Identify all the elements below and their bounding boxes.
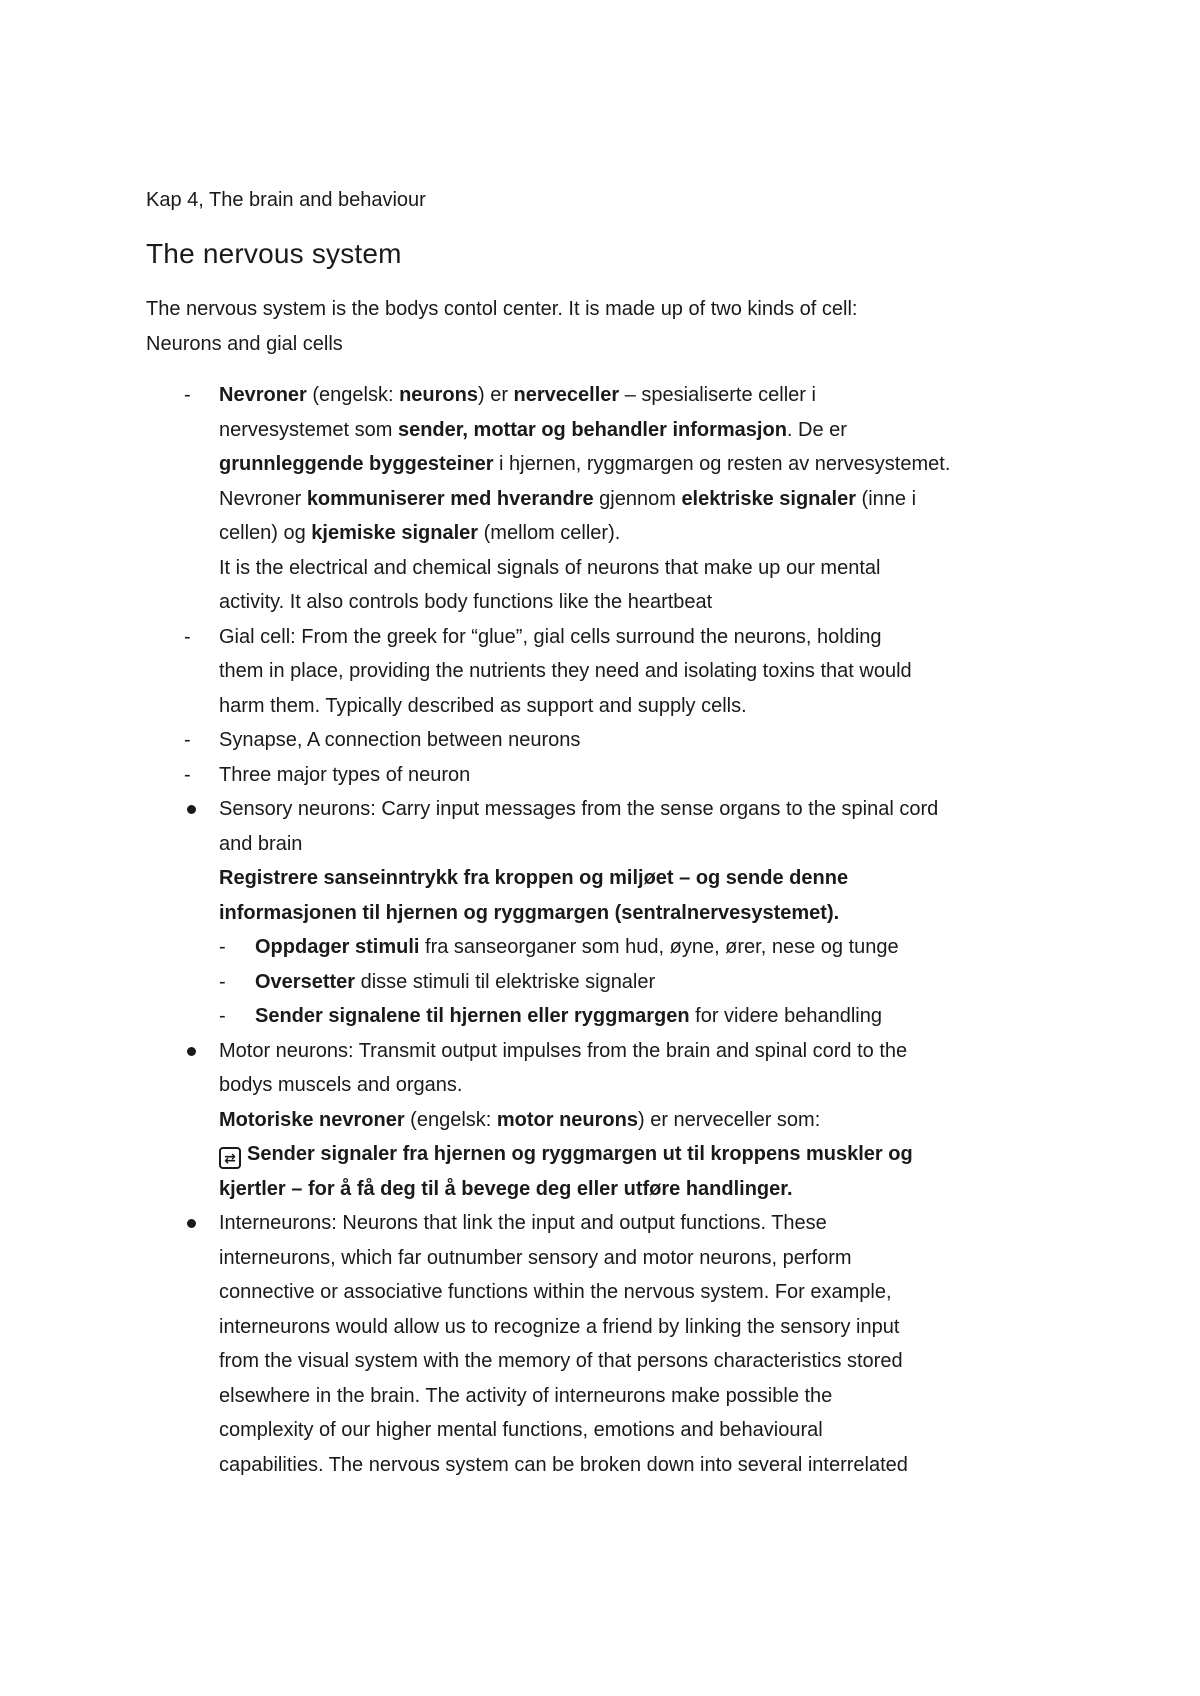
dash-marker: - <box>219 1005 226 1027</box>
bold-term: Nevroner <box>219 384 307 406</box>
text: (mellom celler). <box>478 522 621 544</box>
list-item-gial-cell <box>146 620 1080 724</box>
sub-item <box>146 965 1080 1000</box>
bold-term: Motoriske nevroner <box>219 1108 405 1131</box>
text-line: elsewhere in the brain. The activity of interneurons make possible the <box>219 1384 833 1407</box>
bold-term: grunnleggende byggesteiner <box>219 453 494 475</box>
dash-marker: - <box>184 384 191 406</box>
text: nervesystemet som <box>219 418 398 441</box>
bold-term: motor neurons <box>496 1108 638 1131</box>
text: . De er <box>786 418 847 441</box>
text-line: and brain <box>219 832 303 855</box>
text-line: complexity of our higher mental functions, emotions and behavioural <box>219 1419 823 1441</box>
text-line: activity. It also controls body functions like the heartbeat <box>219 591 713 613</box>
text-line: harm them. Typically described as support and supply cells. <box>219 694 747 717</box>
text-line <box>255 965 1080 1000</box>
bold-term: Oversetter <box>255 970 356 993</box>
bold-term: Oppdager stimuli <box>255 936 420 958</box>
list-item-nevroner <box>146 378 1080 620</box>
dash-marker: - <box>184 763 191 786</box>
chapter-title: Kap 4, The brain and behaviour <box>146 189 426 211</box>
text-line <box>255 930 1080 965</box>
text: Nevroner <box>219 487 307 510</box>
text: i hjernen, ryggmargen og resten av nervesystemet. <box>493 453 951 475</box>
text: for videre behandling <box>689 1005 882 1027</box>
dash-marker: - <box>219 936 226 958</box>
text: – spesialiserte celler i <box>619 384 816 406</box>
bold-term: Sender signalene til hjernen eller ryggmargen <box>255 1005 690 1027</box>
text-line <box>219 447 1080 482</box>
text-line: connective or associative functions within the nervous system. For example, <box>219 1281 892 1303</box>
text-line <box>219 413 1080 448</box>
intro-line: The nervous system is the bodys contol center. It is made up of two kinds of cell: <box>146 298 858 320</box>
arrows-cycle-icon: ⇄ <box>219 1147 241 1169</box>
text: (engelsk: <box>404 1108 497 1131</box>
text: gjennom <box>593 487 682 510</box>
text-line: Motor neurons: Transmit output impulses from the brain and spinal cord to the <box>219 1039 908 1062</box>
text-line: interneurons, which far outnumber sensory and motor neurons, perform <box>219 1246 852 1269</box>
text-line <box>255 999 1080 1034</box>
text-line <box>219 516 1080 551</box>
text-line: It is the electrical and chemical signals of neurons that make up our mental <box>219 556 881 579</box>
bold-line: informasjonen til hjernen og ryggmargen (sentralnervesystemet). <box>219 901 840 924</box>
bold-line: Registrere sanseinntrykk fra kroppen og miljøet – og sende denne <box>219 867 849 889</box>
text: ) er nerveceller som: <box>638 1108 821 1131</box>
text: ) er <box>477 384 514 406</box>
bullet-dot <box>187 1219 196 1228</box>
bold-term: Sender signaler fra hjernen og ryggmargen ut til kroppens muskler og <box>247 1143 913 1165</box>
section-heading: The nervous system <box>146 238 402 269</box>
bold-term: nerveceller <box>513 384 620 406</box>
dash-marker: - <box>184 729 191 751</box>
text: (inne i <box>856 487 917 510</box>
text-line: capabilities. The nervous system can be broken down into several interrelated <box>219 1453 908 1476</box>
bullet-dot <box>187 805 196 814</box>
text-line: bodys muscels and organs. <box>219 1074 463 1096</box>
text-line: Sensory neurons: Carry input messages from the sense organs to the spinal cord <box>219 798 939 820</box>
dash-marker: - <box>219 970 226 993</box>
text-line: from the visual system with the memory of that persons characteristics stored <box>219 1350 903 1372</box>
text: cellen) og <box>219 522 312 544</box>
bold-term: neurons <box>399 384 478 406</box>
sub-item <box>146 999 1080 1034</box>
list-item-sensory-neurons <box>146 792 1080 930</box>
text-line: Synapse, A connection between neurons <box>219 729 581 751</box>
text-line: Three major types of neuron <box>219 763 471 786</box>
intro-line: Neurons and gial cells <box>146 332 343 355</box>
text: disse stimuli til elektriske signaler <box>355 970 656 993</box>
bullet-dot <box>187 1047 196 1056</box>
bold-term: sender, mottar og behandler informasjon <box>397 418 787 441</box>
list-item-neuron-types <box>146 758 1080 793</box>
text: fra sanseorganer som hud, øyne, ører, nese og tunge <box>419 936 899 958</box>
bold-term: kommuniserer med hverandre <box>306 487 594 510</box>
intro-paragraph <box>146 292 1080 361</box>
text-line <box>219 1137 1080 1172</box>
bold-line: kjertler – for å få deg til å bevege deg eller utføre handlinger. <box>219 1177 793 1200</box>
text-line <box>219 378 1080 413</box>
text-line: interneurons would allow us to recognize a friend by linking the sensory input <box>219 1315 900 1338</box>
text-line: them in place, providing the nutrients they need and isolating toxins that would <box>219 660 912 682</box>
list-item-motor-neurons <box>146 1034 1080 1207</box>
list-item-synapse <box>146 723 1080 758</box>
bold-term: kjemiske signaler <box>311 522 479 544</box>
text-line: Gial cell: From the greek for “glue”, gial cells surround the neurons, holding <box>219 625 882 648</box>
bold-term: elektriske signaler <box>681 487 856 510</box>
sub-item <box>146 930 1080 965</box>
text-line: Interneurons: Neurons that link the input and output functions. These <box>219 1212 827 1234</box>
dash-marker: - <box>184 625 191 648</box>
list-item-interneurons <box>146 1206 1080 1482</box>
text-line <box>219 482 1080 517</box>
text: (engelsk: <box>306 384 400 406</box>
text-line <box>219 1103 1080 1138</box>
